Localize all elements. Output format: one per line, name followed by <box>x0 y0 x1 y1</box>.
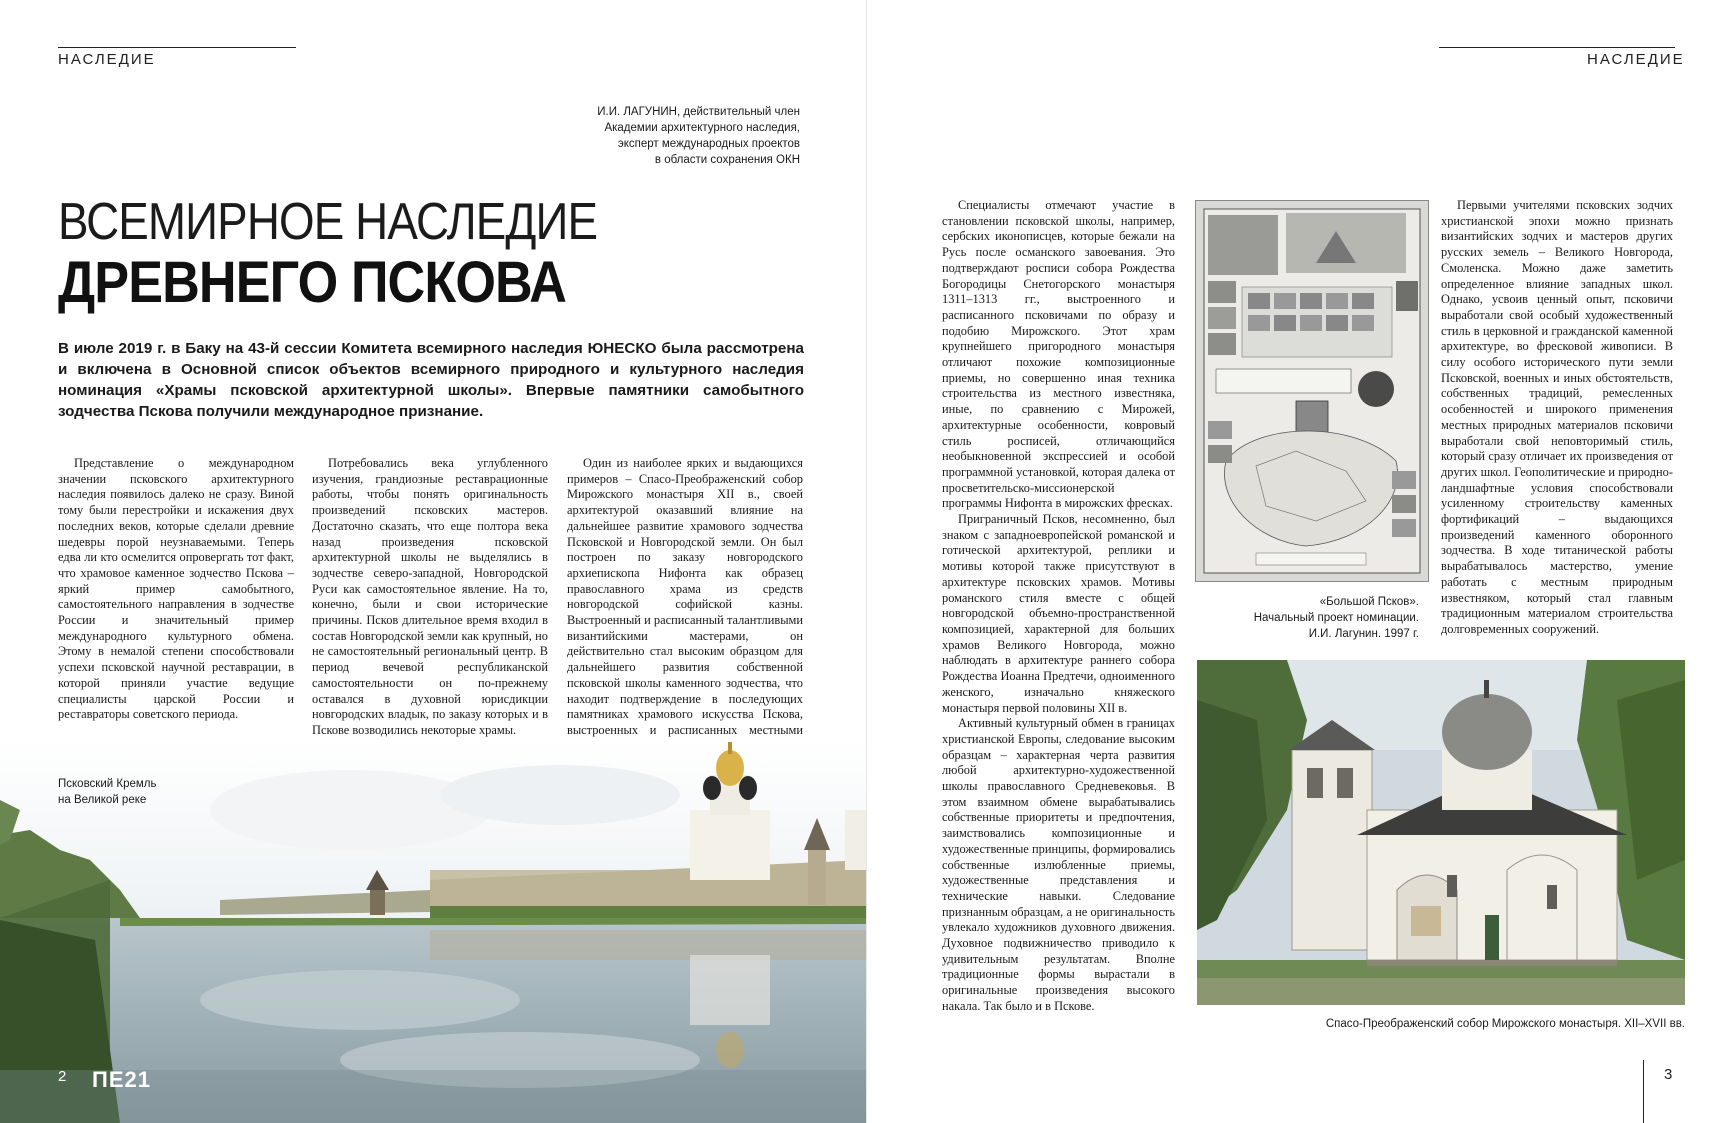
article-column-2 <box>312 456 548 739</box>
magazine-logo: ПЕ21 <box>92 1067 151 1092</box>
author-title: Академии архитектурного наследия, <box>604 122 800 134</box>
left-page <box>0 0 866 1123</box>
section-rule <box>1439 47 1675 48</box>
footer-rule <box>1643 1060 1644 1123</box>
article-column-4 <box>942 198 1175 1015</box>
article-column-1 <box>58 456 294 723</box>
lead-paragraph: В июле 2019 г. в Баку на 43-й сессии Комитета всемирного наследия ЮНЕСКО была рассмотрена и включена в Основной список объектов всемирного природного и культурного наследия номинация «Храмы псковской архитектурной школы». Впервые памятники самобытного зодчества Пскова получили международное признание. <box>58 340 804 420</box>
section-label: НАСЛЕДИЕ <box>1587 51 1685 68</box>
caption-line: И.И. Лагунин. 1997 г. <box>1308 628 1419 640</box>
caption-line: Начальный проект номинации. <box>1253 612 1419 624</box>
right-page <box>867 0 1733 1123</box>
author-title: эксперт международных проектов <box>617 138 800 150</box>
paragraph: Первыми учителями псковских зодчих христианской эпохи можно признать византийских зодчих и мастеров других русских земель – Великого Новгорода, Смоленска. Можно даже заметить определенное влияние западных школ. Однако, усвоив ценный опыт, псковичи выработали свой особый художественный стиль в церковной и гражданской каменной архитектуре, во фресковой живописи. В силу особого исторического пути земли Псковской, военных и иных обстоятельств, собственных традиций, ремесленных особенностей и широкого применения местных природных материалов псковичи выработали свой неповторимый стиль, который сразу отличает их произведения от других школ. Геополитические и природно-ландшафтные условия способствовали усиленному строительству каменных фортификаций – выдающихся произведений каменного оборонного зодчества. В ходе титанической работы вырабатывалось мастерство, умение работать с местным природным известняком, который стал главным традиционным материалом строительства долговременных сооружений. <box>1441 198 1673 636</box>
paragraph: Приграничный Псков, несомненно, был знаком с западноевропейской романской и готической архитектурой, реплики и мотивы которой также присутствуют в архитектуре псковских храмов. Мотивы романского стиля вместе с общей новгородской объемно-пространственной композицией, характерной для больших храмов Великого Новгорода, можно наблюдать в архитектуре раннего собора Рождества Иоанна Предтечи, одноименного женского, изначально княжеского монастыря первой половины XII в. <box>942 512 1175 715</box>
article-title-line2: ДРЕВНЕГО ПСКОВА <box>58 250 567 315</box>
author-name: И.И. ЛАГУНИН, <box>597 106 681 118</box>
kremlin-photo-caption <box>58 776 156 808</box>
paragraph: Потребовались века углубленного изучения, грандиозные реставрационные работы, чтобы понять оригинальность произведений псковских мастеров. Достаточно сказать, что еще полтора века назад произведения псковской архитектурной школы не выделялись в зодчестве северо-западной, Новгородской Руси как самостоятельное явление. На то, конечно, были и свои исторические причины. Псков длительное время входил в состав Новгородской земли как крупный, но не самостоятельный региональный центр. В период вечевой республиканской самостоятельности он по-прежнему оставался в духовной юрисдикции новгородских владык, по заказу которых и в Пскове возводились некоторые храмы. <box>312 456 548 737</box>
cathedral-photo-caption: Спасо-Преображенский собор Мирожского монастыря. XII–XVII вв. <box>1325 1018 1685 1030</box>
author-title: в области сохранения ОКН <box>654 154 800 166</box>
caption-line: «Большой Псков». <box>1319 596 1419 608</box>
article-column-5 <box>1441 198 1673 638</box>
paragraph: Активный культурный обмен в границах христианской Европы, следование высоким образцам – характерная черта развития любой архитектурно-художественной школы православного Средневековья. В этом взаимном обмене вырабатывались собственные приоритеты и предпочтения, заимствовались композиционные и художественные принципы, формировались собственные излюбленные приемы, художественные представления и технические навыки. Следование признанным образцам, а не оригинальность увлекало художников духовного движения. Духовное подвижничество приводило к удивительным результатам. Вполне традиционные формы вырастали в оригинальные произведения высокого накала. Так было и в Пскове. <box>942 716 1175 1013</box>
paragraph: Представление о международном значении псковского архитектурного наследия появилось далеко не сразу. Виной тому были перестройки и искажения двух последних веков, которые сделали древние шедевры порой неузнаваемыми. Теперь едва ли кто осмелится опровергать тот факт, что храмовое каменное зодчество Пскова – яркий пример самобытного, самостоятельного направления в зодчестве России и значительный пример международного культурного обмена. Этому в немалой степени способствовали успехи псковской научной реставрации, в которой приняли участие ведущие специалисты царской России и реставраторы советского периода. <box>58 456 294 722</box>
author-title: действительный член <box>680 106 800 118</box>
page-number-left: 2 <box>58 1068 67 1085</box>
poster-photo-caption <box>1167 594 1419 642</box>
page-number-right: 3 <box>1664 1066 1673 1083</box>
poster-photo <box>1195 200 1429 582</box>
cathedral-photo <box>1197 660 1685 1005</box>
article-title-line1: ВСЕМИРНОЕ НАСЛЕДИЕ <box>58 193 598 251</box>
caption-line: на Великой реке <box>58 794 147 806</box>
section-rule <box>58 47 296 48</box>
section-label: НАСЛЕДИЕ <box>58 51 156 68</box>
paragraph: Специалисты отмечают участие в становлении псковской школы, например, сербских иконописцев, которые бежали на Русь после османского завоевания. Это подтверждают росписи собора Рождества Богородицы Снетогорского монастыря 1311–1313 гг., выстроенного и расписанного псковичами по образу и подобию Мирожского. Этот храм крупнейшего пригородного монастыря отличают похожие композиционные приемы, но совершенно иная техника строительства из местного известняка, иные, по сравнению с Мирожей, архитектурные особенности, ковровый стиль росписей, отличающийся необыкновенной экспрессией и особой программной установкой, которая далека от просветительско-миссионерской программы Нифонта в мирожских фресках. <box>942 198 1175 511</box>
author-byline <box>570 104 800 168</box>
caption-line: Псковский Кремль <box>58 778 157 790</box>
article-column-3 <box>567 456 803 754</box>
paragraph: Один из наиболее ярких и выдающихся примеров – Спасо-Преображенский собор Мирожского монастыря XII в., своей архитектурой оказавший влияние на дальнейшее развитие храмового зодчества Псковской и Новгородской земли. Он был построен по заказу новгородского архиепископа Нифонта как образец православного храма из средств новгородской софийской казны. Выстроенный и расписанный талантливыми византийскими мастерами, он действительно стал высоким образцом для дальнейшего развития собственной псковской школы каменного зодчества, что находит подтверждение в последующих памятниках храмового искусства Пскова, выстроенных и расписанных местными <box>567 456 803 737</box>
